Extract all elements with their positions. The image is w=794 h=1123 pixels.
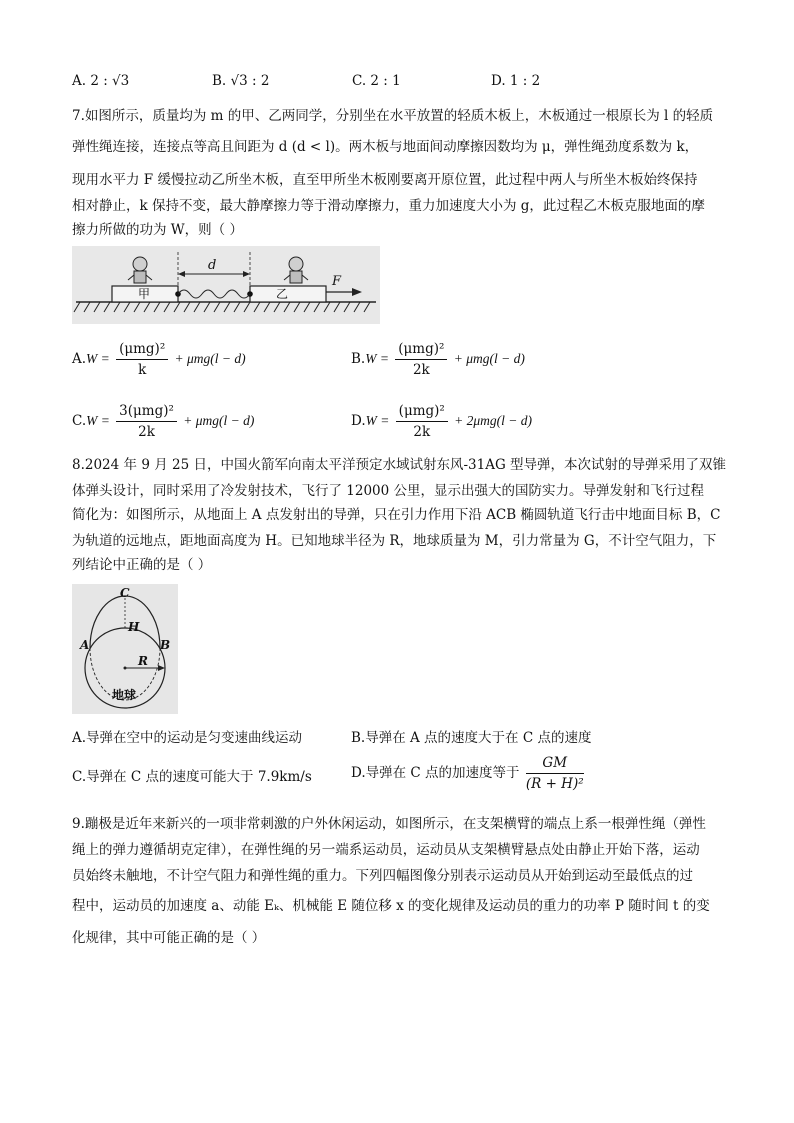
q8-option-c: C.导弹在 C 点的速度可能大于 7.9km/s [72, 769, 312, 785]
q7-option-c [72, 402, 254, 441]
q7-option-b-tail: + μmg(l − d) [453, 351, 525, 366]
q7-option-b-prefix: B. [351, 351, 366, 367]
q7-line-4: 相对静止，k 保持不变，最大静摩擦力等于滑动摩擦力，重力加速度大小为 g，此过程乙木板克服地面的摩 [72, 198, 705, 214]
q6-option-a: A. 2 : √3 [72, 73, 130, 89]
q8-figure [72, 584, 178, 714]
q8-option-a: A.导弹在空中的运动是匀变速曲线运动 [72, 730, 303, 746]
q7-option-d-w: W = [365, 413, 390, 428]
label-F: F [332, 274, 342, 289]
q9-line-2: 绳上的弹力遵循胡克定律），在弹性绳的另一端系运动员，运动员从支架横臂悬点处由静止开始下落，运动 [72, 842, 700, 858]
q7-line-5: 擦力所做的功为 W，则（ ） [72, 222, 243, 238]
q8-line-5: 列结论中正确的是（ ） [72, 557, 212, 573]
q7-option-d [351, 402, 532, 441]
q7-option-c-prefix: C. [72, 413, 87, 429]
q8-option-d-den: (R + H)² [525, 776, 584, 792]
q7-option-a-den: k [138, 362, 147, 378]
q8-option-d-prefix: D.导弹在 C 点的加速度等于 [351, 765, 520, 781]
q7-option-b-num: (μmg)² [395, 340, 447, 360]
q7-option-a-tail: + μmg(l − d) [174, 351, 246, 366]
label-d: d [208, 258, 217, 273]
q6-option-c: C. 2 : 1 [352, 73, 401, 89]
label-jia: 甲 [138, 287, 151, 301]
label-A: A [80, 638, 90, 652]
q7-option-b-w: W = [365, 351, 389, 366]
label-H: H [128, 620, 140, 634]
q8-line-4: 为轨道的远地点，距地面高度为 H。已知地球半径为 R，地球质量为 M，引力常量为 G，不计空气阻力，下 [72, 533, 717, 549]
q7-option-c-w: W = [86, 413, 110, 428]
q9-line-3: 员始终未触地，不计空气阻力和弹性绳的重力。下列四幅图像分别表示运动员从开始到运动至最低点的过 [72, 868, 693, 884]
earth-center [124, 667, 127, 670]
q7-option-b-den: 2k [412, 362, 430, 378]
q7-figure [72, 246, 380, 324]
q8-option-d [351, 754, 586, 793]
q7-line-3: 现用水平力 F 缓慢拉动乙所坐木板，直至甲所坐木板刚要离开原位置，此过程中两人与所坐木板始终保持 [72, 172, 698, 188]
q7-line-2: 弹性绳连接，连接点等高且间距为 d (d < l)。两木板与地面间动摩擦因数均为 μ，弹性绳劲度系数为 k， [72, 139, 699, 155]
q9-line-1: 9.蹦极是近年来新兴的一项非常刺激的户外休闲运动，如图所示，在支架横臂的端点上系一根弹性绳（弹性 [72, 816, 706, 832]
q7-option-c-num: 3(μmg)² [116, 402, 177, 422]
label-yi: 乙 [276, 287, 289, 301]
label-B: B [160, 638, 171, 652]
q8-option-b: B.导弹在 A 点的速度大于在 C 点的速度 [351, 730, 592, 746]
q7-option-d-num: (μmg)² [396, 402, 448, 422]
q7-option-d-tail: + 2μmg(l − d) [454, 413, 533, 428]
q7-line-1: 7.如图所示，质量均为 m 的甲、乙两同学，分别坐在水平放置的轻质木板上，木板通过一根原长为 l 的轻质 [72, 108, 714, 124]
q6-option-b: B. √3 : 2 [212, 73, 270, 89]
q7-option-d-prefix: D. [351, 413, 366, 429]
label-C: C [120, 586, 130, 600]
q7-option-a-prefix: A. [72, 351, 87, 367]
q8-line-2: 体弹头设计，同时采用了冷发射技术，飞行了 12000 公里，显示出强大的国防实力。导弹发射和飞行过程 [72, 483, 705, 499]
q7-option-c-den: 2k [138, 424, 155, 440]
q8-line-1: 8.2024 年 9 月 25 日，中国火箭军向南太平洋预定水域试射东风-31AG 型导弹，本次试射的导弹采用了双锥 [72, 457, 727, 473]
q8-option-d-num: GM [526, 754, 584, 774]
q7-option-c-tail: + μmg(l − d) [183, 413, 255, 428]
label-R: R [138, 654, 148, 668]
q9-line-4: 程中，运动员的加速度 a、动能 Eₖ、机械能 E 随位移 x 的变化规律及运动员的重力的功率 P 随时间 t 的变 [72, 898, 710, 914]
q9-line-5: 化规律，其中可能正确的是（ ） [72, 930, 266, 946]
q7-option-a-num: (μmg)² [116, 340, 168, 360]
label-earth: 地球 [112, 688, 137, 702]
q7-option-a [72, 340, 246, 379]
q7-option-b [351, 340, 525, 379]
q6-option-d: D. 1 : 2 [491, 73, 541, 89]
q7-option-d-den: 2k [413, 424, 431, 440]
q7-option-a-w: W = [86, 351, 110, 366]
q8-line-3: 简化为：如图所示，从地面上 A 点发射出的导弹，只在引力作用下沿 ACB 椭圆轨道飞行击中地面目标 B，C [72, 507, 721, 523]
